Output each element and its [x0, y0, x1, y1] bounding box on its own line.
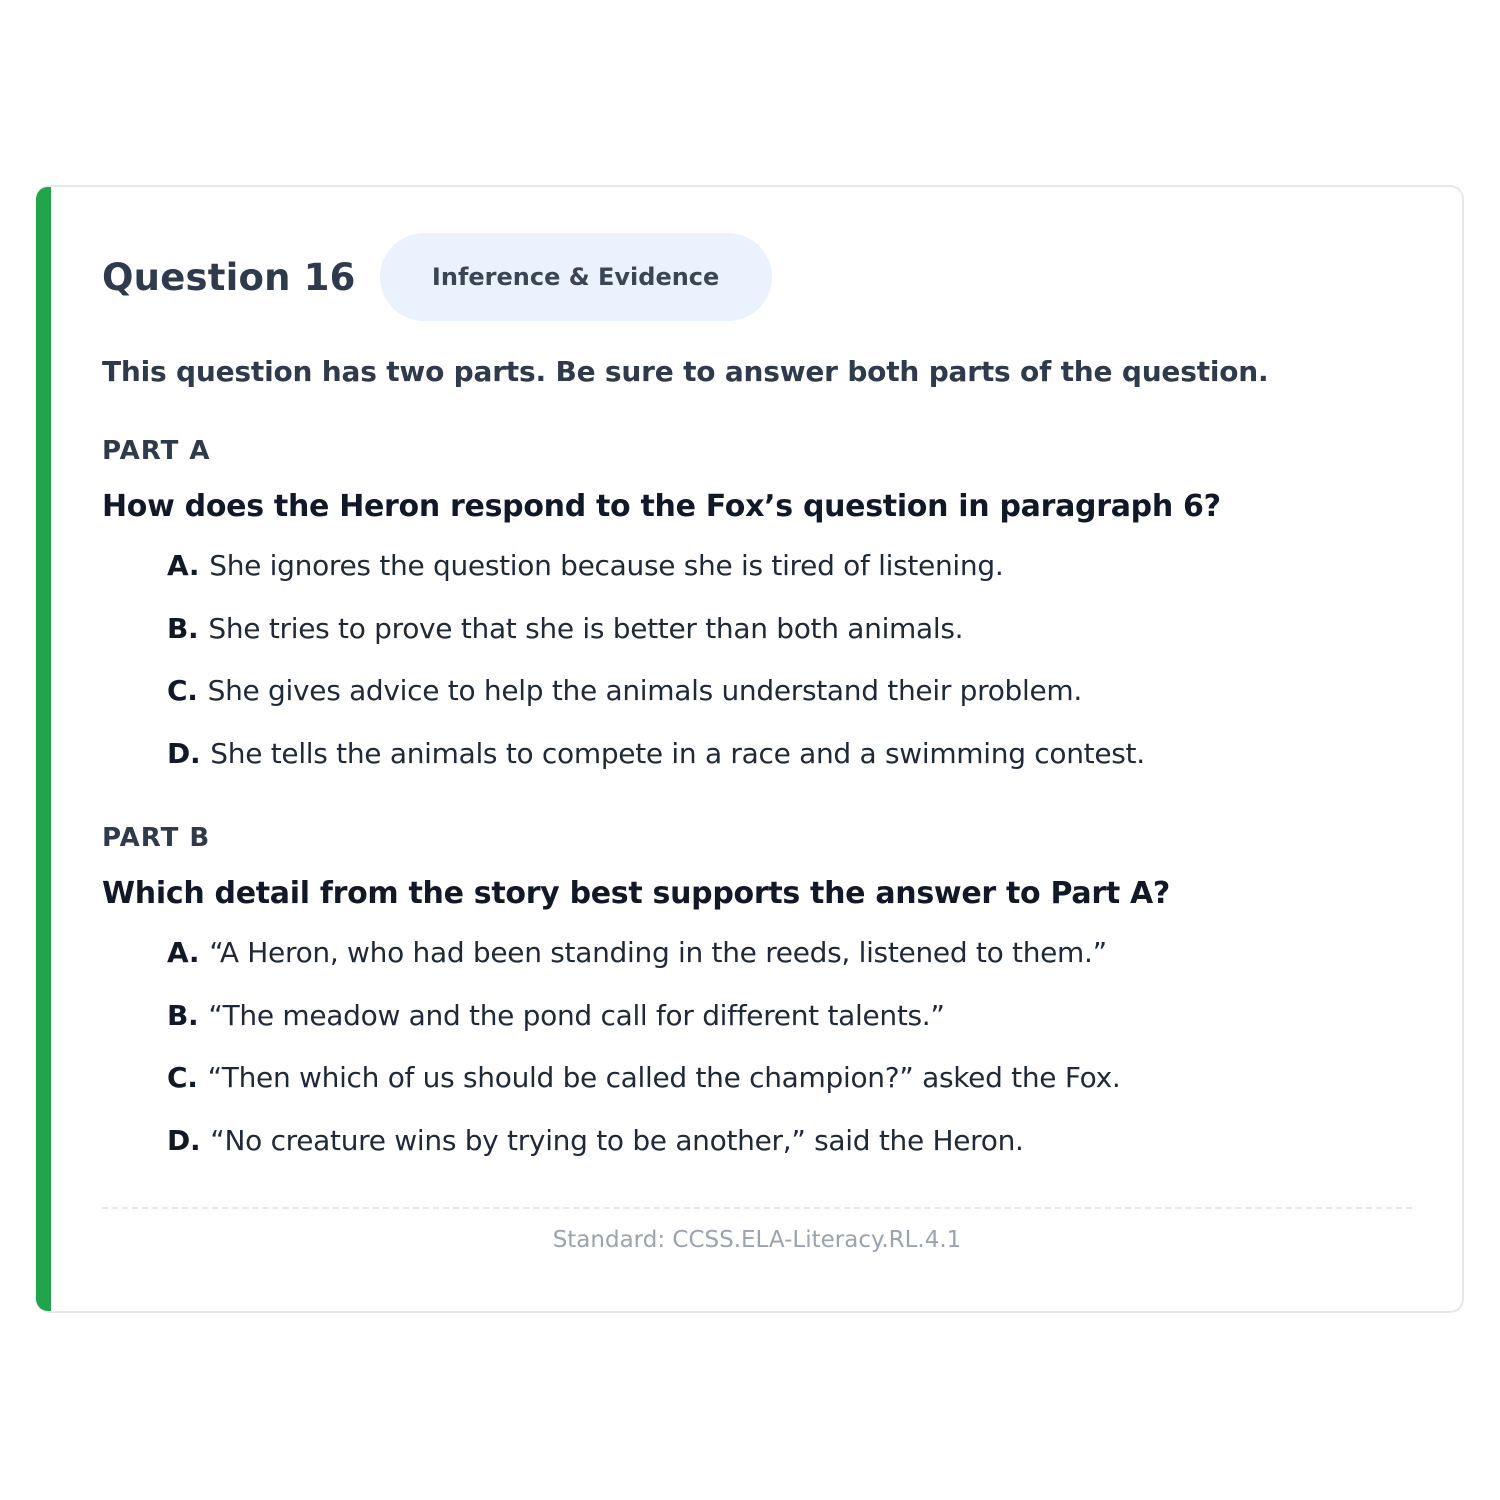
part-b-question: Which detail from the story best supports the answer to Part A? [102, 876, 1171, 911]
part-b-section [102, 820, 1170, 1181]
skill-tag-badge: Inference & Evidence [380, 233, 772, 321]
option-letter: D. [167, 1124, 201, 1158]
standard-label: Standard: CCSS.ELA-Literacy.RL.4.1 [552, 1227, 962, 1253]
option-letter: D. [167, 737, 201, 771]
option-letter: B. [167, 998, 199, 1032]
question-header [102, 233, 772, 321]
part-a-label: PART A [102, 436, 211, 466]
option-letter: C. [167, 1061, 198, 1095]
option-text: “Then which of us should be called the champion?” asked the Fox. [207, 1061, 1121, 1095]
question-number: Question 16 [102, 255, 356, 299]
part-a-option-d[interactable] [167, 731, 1221, 794]
part-a-section [102, 433, 1221, 794]
question-card [36, 185, 1464, 1313]
option-text: She gives advice to help the animals understand their problem. [207, 674, 1083, 708]
part-b-option-a[interactable] [167, 930, 1170, 993]
option-letter: A. [167, 936, 200, 969]
part-b-option-b[interactable] [167, 993, 1170, 1056]
option-letter: A. [167, 549, 200, 582]
footer-divider [102, 1207, 1412, 1209]
part-a-question: How does the Heron respond to the Fox’s question in paragraph 6? [102, 489, 1221, 524]
option-text: “No creature wins by trying to be another,” said the Heron. [210, 1124, 1024, 1158]
part-a-option-b[interactable] [167, 606, 1221, 669]
part-b-label: PART B [102, 823, 211, 853]
part-b-option-d[interactable] [167, 1118, 1170, 1181]
part-a-option-a[interactable] [167, 543, 1221, 606]
part-b-option-c[interactable] [167, 1055, 1170, 1118]
question-instructions: This question has two parts. Be sure to answer both parts of the question. [102, 355, 1269, 388]
option-text: She ignores the question because she is tired of listening. [209, 549, 1004, 582]
part-b-options [102, 930, 1170, 1181]
option-text: She tells the animals to compete in a race and a swimming contest. [210, 737, 1145, 771]
option-letter: B. [167, 611, 199, 645]
option-letter: C. [167, 674, 198, 708]
option-text: She tries to prove that she is better than both animals. [208, 611, 964, 645]
option-text: “A Heron, who had been standing in the reeds, listened to them.” [209, 936, 1107, 969]
part-a-options [102, 543, 1221, 794]
card-accent-bar [36, 187, 51, 1311]
option-text: “The meadow and the pond call for different talents.” [208, 998, 945, 1032]
part-a-option-c[interactable] [167, 668, 1221, 731]
